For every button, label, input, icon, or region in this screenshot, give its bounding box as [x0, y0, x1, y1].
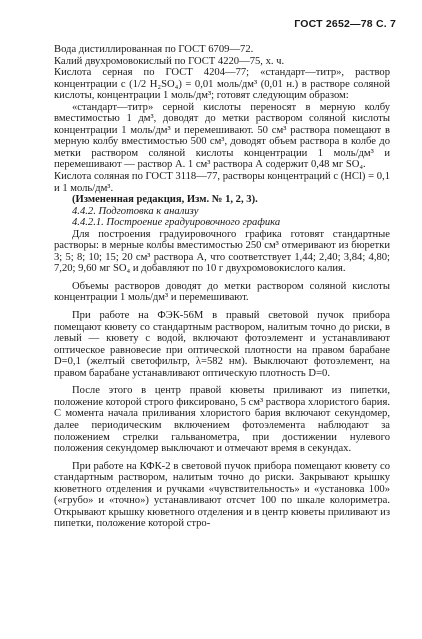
paragraph-7: 4.4.2. Подготовка к анализу [72, 205, 199, 217]
paragraph-4: «стандарт—титр» серной кислоты переносят в мерную колбу вместимостью 1 дм³, доводят до метки раствором соляной кислоты концентрации 1 моль/дм³ и перемешивают. 50 см³ раствора помещают в мерную колбу вместимостью 500 см³, доводят объем раствора в колбе до метки раствором соляной кислоты концентрации 1 моль/дм³ и перемешивают — раствор А. 1 см³ раствора А содержит 0,48 мг SO₄. [54, 101, 390, 171]
paragraph-3: Кислота серная по ГОСТ 4204—77; «стандарт—титр», раствор концентрации c (1/2 H₂SO₄) = 0,01 моль/дм³ (0,01 н.) в растворе соляной кислоты, концентрации 1 моль/дм³; готовят следующим образом: [54, 67, 390, 102]
paragraph-6: (Измененная редакция, Изм. № 1, 2, 3). [72, 194, 258, 206]
paragraph-8: 4.4.2.1. Построение градуировочного графика [72, 217, 281, 229]
paragraph-11: При работе на ФЭК-56М в правый световой пучок прибора помещают кювету со стандартным раствором, налитым точно до риски, в левый — кювету с водой, включают фотоэлемент и устанавливают оптическое равновесие при оптической плотности на правом барабане D=0,1 (желтый светофильтр, λ=582 нм). Выключают фотоэлемент, на правом барабане устанавливают оптическую плотность D=0. [54, 310, 390, 379]
document-body [54, 44, 390, 530]
paragraph-5: Кислота соляная по ГОСТ 3118—77, растворы концентраций c (HCl) = 0,1 и 1 моль/дм³. [54, 171, 390, 194]
paragraph-1: Вода дистиллированная по ГОСТ 6709—72. [54, 44, 254, 55]
paragraph-13: При работе на КФК-2 в световой пучок прибора помещают кювету со стандартным раствором, налитым точно до риски. Закрывают крышку кюветного отделения и ручками «чувствительность» и «установка 100» («грубо» и «точно») устанавливают отсчет 100 по шкале колориметра. Открывают крышку кюветного отделения и в центр кюветы приливают из пипетки, положение которой стро- [54, 460, 390, 530]
page-header: ГОСТ 2652—78 С. 7 [294, 18, 396, 30]
paragraph-10: Объемы растворов доводят до метки раствором соляной кислоты концентрации 1 моль/дм³ и перемешивают. [54, 280, 390, 304]
paragraph-9: Для построения градуировочного графика готовят стандартные растворы: в мерные колбы вместимостью 250 см³ отмеривают из бюретки 3; 5; 8; 10; 15; 20 см³ раствора А, что соответствует 1,44; 2,40; 3,84; 4,80; 7,20; 9,60 мг SO₄ и добавляют по 10 г двухромовокислого калия. [54, 228, 390, 275]
paragraph-12: После этого в центр правой кюветы приливают из пипетки, положение которой строго фиксировано, 5 см³ раствора хлористого бария. С момента начала приливания хлористого бария включают секундомер, далее периодическим включением фотоэлемента наблюдают за положением стрелки гальванометра, при достижении нулевого положения секундомер выключают и отмечают время в секундах. [54, 385, 390, 455]
paragraph-2: Калий двухромовокислый по ГОСТ 4220—75, х. ч. [54, 55, 285, 67]
